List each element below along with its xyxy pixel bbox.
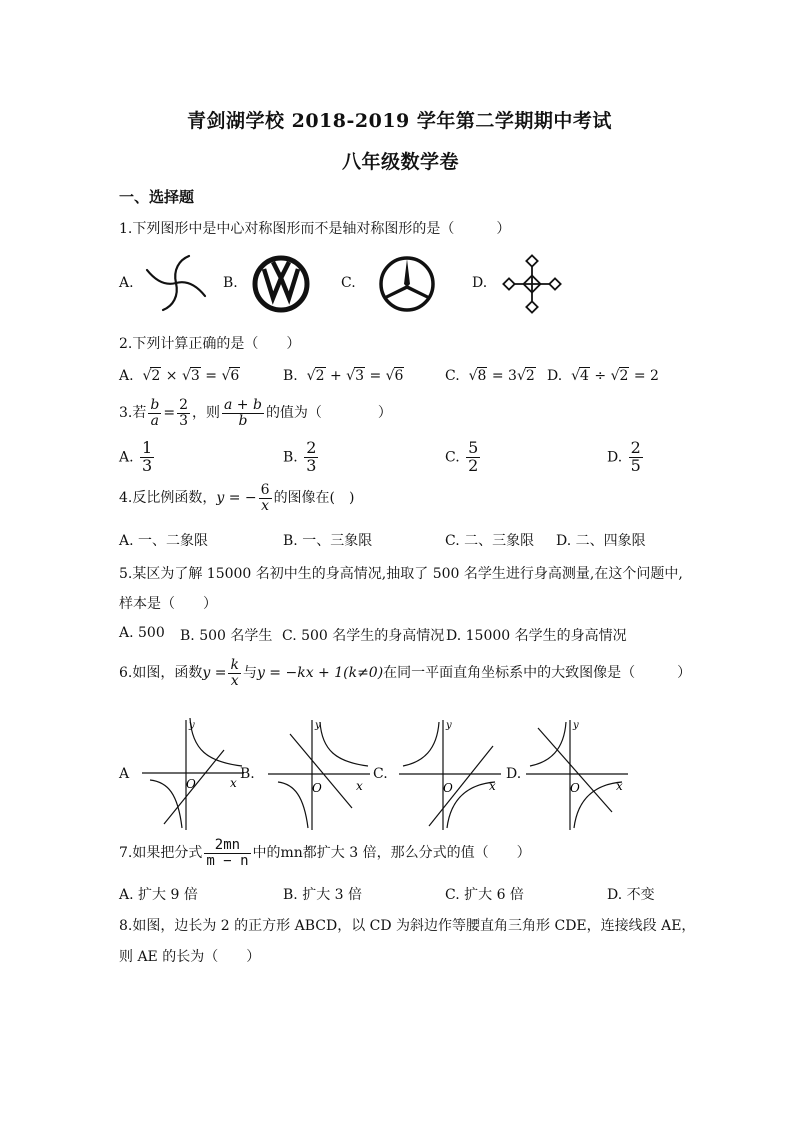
section-title: 一、选择题 <box>119 188 195 206</box>
q5-line2: 样本是（ ） <box>119 596 217 612</box>
q6-graph-c <box>399 716 507 832</box>
q1-label-b: B. <box>223 275 238 291</box>
vw-logo-icon <box>251 254 311 314</box>
q4-option-a: A. 一、二象限 <box>119 533 209 549</box>
q4-stem: 4.反比例函数，y = − $\frac{6}{x}$ 的图像在( ) <box>119 482 355 514</box>
q2-stem: 2.下列计算正确的是（ ） <box>119 336 301 352</box>
svg-text:x: x <box>489 779 496 793</box>
svg-text:x: x <box>230 776 237 790</box>
q5-option-c: C. 500 名学生的身高情况 <box>282 628 445 644</box>
q3-option-d: D. $\frac{2}{5}$ <box>607 438 641 475</box>
q6-graph-b <box>268 716 376 832</box>
q8-line1: 8.如图，边长为 2 的正方形 ABCD，以 CD 为斜边作等腰直角三角形 CDE，连接线段 AE， <box>119 918 696 934</box>
q3-option-b: B. $\frac{2}{3}$ <box>283 438 317 475</box>
q1-label-a: A. <box>119 275 134 291</box>
q7-stem: 7.如果把分式 $\frac{2mn}{m - n}$ 中的mn都扩大 3 倍，那么分式的值（ ） <box>119 837 531 869</box>
q7-option-b: B. 扩大 3 倍 <box>283 887 362 903</box>
q7-option-a: A. 扩大 9 倍 <box>119 887 198 903</box>
q2-label-b: B. <box>283 368 298 384</box>
q2-label-d: D. <box>547 368 563 384</box>
svg-text:x: x <box>356 779 363 793</box>
q4-option-d: D. 二、四象限 <box>556 533 646 549</box>
q6-label-b: B. <box>240 766 255 782</box>
svg-text:O: O <box>312 781 322 795</box>
q6-label-c: C. <box>373 766 388 782</box>
q6-stem: 6.如图，函数y = $\frac{k}{x}$ 与y = −kx + 1(k≠0)在同一平面直角坐标系中的大致图像是（ ） <box>119 657 692 689</box>
q6-label-d: D. <box>506 766 522 782</box>
exam-subtitle: 八年级数学卷 <box>342 151 460 173</box>
diamond-cross-icon <box>502 255 562 313</box>
q1-label-c: C. <box>341 275 356 291</box>
q4-option-b: B. 一、三象限 <box>283 533 373 549</box>
q5-line1: 5.某区为了解 15000 名初中生的身高情况,抽取了 500 名学生进行身高测量,在这个问题中, <box>119 566 683 582</box>
q5-option-b: B. 500 名学生 <box>180 628 273 644</box>
q2-option-c: C. √8 = 3√2 <box>445 368 535 384</box>
q1-label-d: D. <box>472 275 488 291</box>
pinwheel-icon <box>143 252 209 314</box>
svg-text:x: x <box>616 779 623 793</box>
q2-option-b: B. √2 + √3 = √6 <box>283 368 404 384</box>
q7-option-d: D. 不变 <box>607 887 655 903</box>
three-point-star-logo-icon <box>377 254 437 314</box>
q8-line2: 则 AE 的长为（ ） <box>119 949 261 965</box>
q2-label-c: C. <box>445 368 460 384</box>
q4-option-c: C. 二、三象限 <box>445 533 535 549</box>
q2-label-a: A. <box>119 368 134 384</box>
q6-graph-a <box>142 716 250 832</box>
q5-option-d: D. 15000 名学生的身高情况 <box>446 628 627 644</box>
q3-option-a: A. $\frac{1}{3}$ <box>119 438 153 475</box>
q2-option-a: A. √2 × √3 = √6 <box>119 368 240 384</box>
q1-stem: 1.下列图形中是中心对称图形而不是轴对称图形的是（ ） <box>119 221 511 237</box>
svg-text:y: y <box>189 720 195 731</box>
q6-graph-d <box>526 716 634 832</box>
svg-text:O: O <box>570 781 580 795</box>
svg-text:O: O <box>443 781 453 795</box>
q7-option-c: C. 扩大 6 倍 <box>445 887 524 903</box>
q3-option-c: C. $\frac{5}{2}$ <box>445 438 479 475</box>
q2-option-d: D. √4 ÷ √2 = 2 <box>547 368 659 384</box>
q6-label-a: A <box>119 766 130 782</box>
q3-stem: 3.若 $\frac{b}{a}$ = $\frac{2}{3}$ ，则 $\frac{a + b}{b}$ 的值为（ ） <box>119 397 392 429</box>
q5-option-a: A. 500 <box>119 625 165 641</box>
svg-text:y: y <box>315 720 321 731</box>
svg-text:y: y <box>446 720 452 731</box>
exam-title: 青剑湖学校 2018-2019 学年第二学期期中考试 <box>187 110 612 132</box>
svg-text:O: O <box>186 777 196 791</box>
svg-text:y: y <box>573 720 579 731</box>
